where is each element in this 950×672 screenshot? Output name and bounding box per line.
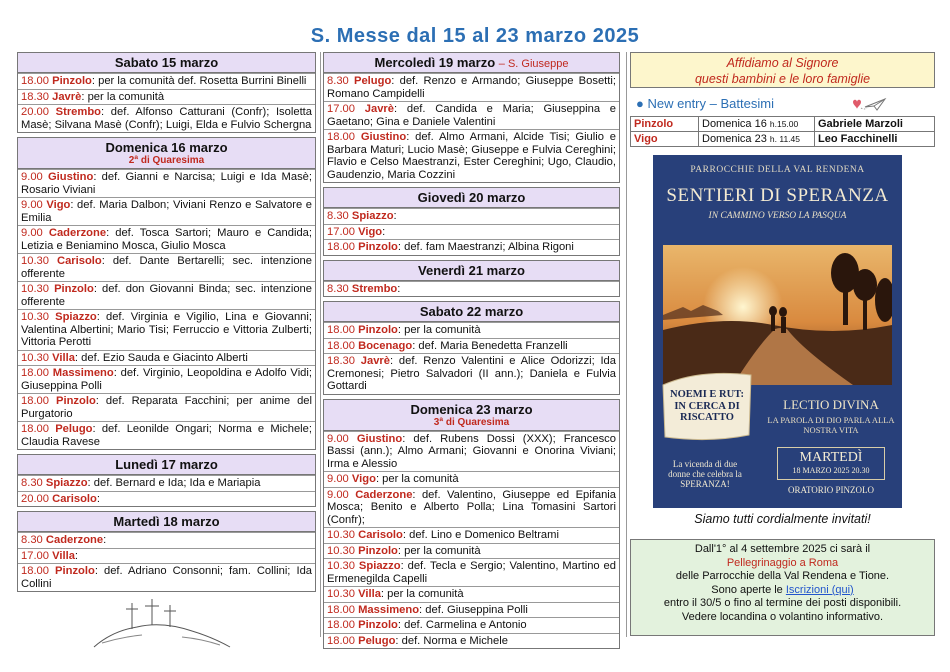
day-title: Martedì 18 marzo — [113, 514, 220, 529]
day-title: Mercoledì 19 marzo — [374, 55, 496, 70]
mass-time: 17.00 — [327, 103, 355, 115]
mass-entry — [18, 73, 315, 89]
mass-place: Giustino — [360, 131, 407, 143]
mass-intentions: : def. Renzo e Armando; Giuseppe Bosetti; Romano Campidelli — [327, 75, 616, 100]
mass-entry — [324, 239, 619, 255]
mass-intentions: : — [382, 225, 386, 238]
mass-place: Pinzolo — [358, 241, 398, 253]
mass-intentions: : def. Rubens Dossi (XXX); Francesco Bassi (ann.); Almo Armani; Giovanni e Onorina Viviani; Irma e Alessio — [327, 432, 616, 470]
mass-intentions: : per la comunità — [397, 324, 481, 336]
mass-place: Giustino — [356, 432, 403, 445]
mass-intentions: : per la comunità def. Rosetta Burrini Binelli — [91, 75, 307, 87]
pilgrimage-box — [630, 539, 935, 636]
mass-time: 8.30 — [21, 534, 43, 546]
new-entry-heading — [630, 96, 935, 114]
baptisms-table — [630, 116, 935, 147]
mass-intentions: : def. don Giovanni Binda; sec. intenzione offerente — [21, 283, 313, 308]
mass-entry — [324, 633, 619, 649]
mass-time: 8.30 — [327, 210, 349, 222]
new-entry-label: New entry — [647, 96, 707, 111]
mass-time: 10.30 — [327, 560, 355, 572]
day-header — [18, 455, 315, 475]
mass-intentions: : def. Gianni e Narcisa; Luigi e Ida Masè; Rosario Viviani — [21, 171, 313, 196]
mass-time: 18.00 — [327, 324, 355, 336]
mass-place: Caderzone — [48, 227, 107, 239]
poster-parola: LA PAROLA DI DIO PARLA ALLA NOSTRA VITA — [767, 415, 895, 435]
mass-time: 10.30 — [21, 311, 49, 323]
mass-entry — [18, 548, 315, 564]
affidiamo-line2: questi bambini e le loro famiglie — [694, 72, 871, 86]
mass-place: Javrè — [364, 103, 394, 115]
mass-place: Carisolo — [52, 492, 97, 505]
mass-time: 9.00 — [21, 199, 43, 211]
mass-time: 8.30 — [327, 282, 349, 295]
iscrizioni-link[interactable]: Iscrizioni (qui) — [785, 583, 854, 596]
mass-intentions: : — [393, 210, 397, 222]
mass-intentions: : def. Bernard e Ida; Ida e Mariapia — [87, 477, 261, 489]
mass-entry — [18, 225, 315, 253]
mass-time: 10.30 — [21, 255, 49, 267]
mass-intentions: : def. Alfonso Catturani (Confr); Isoletta Masè; Silvana Masè (Confr); Luigi, Elda e Fulvio Schergna — [21, 106, 313, 131]
mass-time: 18.00 — [21, 367, 49, 379]
mass-place: Javrè — [52, 90, 82, 103]
mass-place: Massimeno — [52, 367, 114, 379]
day-header — [324, 53, 619, 73]
day-block — [323, 301, 620, 395]
poster-parrocchie: PARROCCHIE DELLA VAL RENDENA — [690, 165, 865, 175]
page-title: S. Messe dal 15 al 23 marzo 2025 — [310, 25, 640, 47]
mass-intentions: : def. Reparata Facchini; per anime del Purgatorio — [21, 395, 312, 420]
day-title: Domenica 23 marzo — [410, 401, 533, 417]
mass-entry — [324, 338, 619, 354]
baptism-date: Domenica 16 h.15.00 — [699, 117, 815, 132]
mass-intentions: : per la comunità — [397, 544, 481, 557]
mass-intentions: : def. Norma e Michele — [395, 634, 508, 647]
mass-place: Pelugo — [358, 634, 396, 647]
mass-place: Pelugo — [354, 75, 392, 87]
day-title: Lunedì 17 marzo — [115, 457, 218, 472]
day-block — [17, 137, 316, 450]
pilgrimage-line5: entro il 30/5 o fino al termine dei posti disponibili. — [663, 597, 902, 609]
day-block — [17, 52, 316, 133]
mass-place: Pelugo — [55, 423, 93, 435]
day-header — [324, 188, 619, 208]
mass-intentions: : def. Giuseppina Polli — [419, 603, 528, 616]
column-divider — [320, 52, 321, 637]
mass-place: Pinzolo — [55, 565, 95, 577]
pilgrimage-title: Pellegrinaggio a Roma — [726, 556, 839, 569]
mass-place: Strembo — [55, 106, 102, 118]
mass-entry — [18, 491, 315, 507]
sentieri-poster[interactable] — [653, 155, 902, 508]
baptism-date: Domenica 23 h. 11.45 — [699, 132, 815, 147]
mass-intentions: : def. Ezio Sauda e Giacinto Alberti — [74, 351, 248, 364]
mass-time: 9.00 — [327, 488, 349, 501]
mass-place: Javrè — [360, 355, 391, 367]
mass-entry — [324, 224, 619, 240]
day-title: Sabato 15 marzo — [114, 55, 219, 70]
mass-intentions: : def. Tecla e Sergio; Valentino, Martino ed Ermenegilda Capelli — [327, 560, 616, 585]
mass-time: 18.00 — [327, 131, 355, 143]
pilgrimage-line1: Dall'1° al 4 settembre 2025 ci sarà il — [694, 543, 871, 555]
mass-place: Caderzone — [355, 488, 413, 501]
mass-place: Spiazzo — [45, 477, 88, 489]
mass-intentions: : def. Almo Armani, Alcide Tisi; Giulio e Barbara Maturi; Lucio Masè; Giuseppe e Fulvia Cereghini; Flavio e Celso Maestranzi, Ester Cereghini; Ugo, Claudio, Gaudenzio, Maria Cozzini — [327, 131, 616, 181]
baptism-place: Pinzolo — [631, 117, 699, 132]
mass-time: 20.00 — [21, 492, 49, 505]
mass-entry — [324, 208, 619, 224]
mass-place: Pinzolo — [54, 283, 94, 295]
mass-entry — [324, 487, 619, 528]
mass-intentions: : — [397, 282, 401, 295]
mass-time: 9.00 — [21, 171, 43, 183]
column-divider — [626, 52, 627, 637]
mass-intentions: : def. Renzo Valentini e Alice Odorizzi; Ida Cremonesi; Pietro Salvadori (II ann.); Daniela e Fulvia Gottardi — [327, 355, 617, 392]
mass-place: Pinzolo — [358, 324, 398, 336]
mass-time: 18.30 — [21, 90, 49, 103]
mass-time: 9.00 — [327, 473, 349, 485]
schedule-column-left — [17, 52, 316, 596]
mass-place: Villa — [52, 351, 75, 364]
mass-intentions: : def. Carmelina e Antonio — [397, 619, 527, 631]
day-block — [323, 52, 620, 183]
sunset-path-illustration — [663, 245, 892, 385]
mass-place: Bocenago — [358, 339, 413, 352]
mass-entry — [324, 73, 619, 101]
mass-place: Vigo — [351, 473, 376, 485]
poster-lectio: LECTIO DIVINA — [783, 397, 879, 412]
mass-time: 18.00 — [21, 395, 49, 407]
mass-place: Massimeno — [358, 603, 420, 616]
poster-date: 18 MARZO 2025 20.30 — [792, 466, 870, 475]
poster-datebox — [777, 447, 885, 480]
mass-time: 10.30 — [21, 283, 49, 295]
day-block — [323, 187, 620, 256]
mass-place: Pinzolo — [52, 75, 92, 87]
table-row — [631, 117, 935, 132]
mass-entry — [18, 393, 315, 421]
pilgrimage-line3: delle Parrocchie della Val Rendena e Tione. — [675, 570, 890, 582]
mass-time: 18.00 — [21, 423, 49, 435]
mass-intentions: : def. Tosca Sartori; Mauro e Candida; Letizia e Beniamino Mosca, Giulio Mosca — [21, 227, 313, 252]
mass-time: 18.30 — [327, 355, 355, 367]
mass-time: 10.30 — [21, 351, 49, 364]
mass-intentions: : def. Dante Bertarelli; sec. intenzione offerente — [21, 255, 312, 280]
invitation-text: Siamo tutti cordialmente invitati! — [694, 512, 871, 526]
baptisms-label: Battesimi — [720, 96, 774, 111]
mass-time: 9.00 — [327, 432, 349, 445]
poster-title: SENTIERI DI SPERANZA — [666, 185, 889, 206]
mass-place: Spiazzo — [351, 210, 394, 222]
mass-time: 18.00 — [327, 241, 355, 253]
calvary-crosses-icon — [92, 597, 232, 649]
pilgrimage-line4: Sono aperte le Iscrizioni (qui) — [711, 583, 854, 596]
schedule-column-middle — [323, 52, 620, 653]
day-header — [18, 512, 315, 532]
mass-place: Spiazzo — [358, 560, 401, 572]
mass-entry — [324, 431, 619, 472]
mass-intentions: : def. Maria Benedetta Franzelli — [412, 339, 568, 352]
day-header — [18, 53, 315, 73]
mass-entry — [18, 104, 315, 132]
mass-time: 17.00 — [21, 549, 49, 562]
mass-entry — [324, 471, 619, 487]
heart-airplane-icon — [847, 96, 887, 114]
baptism-name: Gabriele Marzoli — [815, 117, 935, 132]
poster-day: MARTEDÌ — [799, 450, 863, 465]
mass-entry — [324, 129, 619, 182]
mass-time: 20.00 — [21, 106, 49, 118]
day-block — [17, 454, 316, 507]
affidiamo-line1: Affidiamo al Signore — [726, 56, 839, 70]
table-row — [631, 132, 935, 147]
mass-entry — [324, 586, 619, 602]
mass-entry — [324, 281, 619, 297]
mass-intentions: : per la comunità — [375, 473, 459, 485]
mass-time: 10.30 — [327, 588, 355, 600]
mass-place: Pinzolo — [358, 544, 398, 557]
mass-intentions: : def. Adriano Consonni; fam. Collini; Ida Collini — [21, 565, 313, 590]
mass-place: Spiazzo — [55, 311, 97, 323]
day-header — [324, 400, 619, 431]
mass-intentions: : def. Valentino, Giuseppe ed Epifania Mosca; Benito e Alberto Polla; Lina Tomasini Sartori (Confr); — [327, 488, 616, 526]
mass-time: 8.30 — [21, 477, 43, 489]
affidiamo-banner — [630, 52, 935, 88]
mass-entry — [324, 543, 619, 559]
mass-entry — [324, 322, 619, 338]
mass-entry — [324, 617, 619, 633]
liturgical-sunday: 2ª di Quaresima — [128, 155, 205, 166]
mass-place: Strembo — [351, 282, 398, 295]
mass-time: 10.30 — [327, 544, 355, 557]
mass-entry — [324, 527, 619, 543]
mass-entry — [324, 602, 619, 618]
day-title: Giovedì 20 marzo — [417, 190, 526, 205]
day-header — [324, 261, 619, 281]
baptism-name: Leo Facchinelli — [815, 132, 935, 147]
mass-entry — [18, 365, 315, 393]
mass-intentions: : per la comunità — [81, 90, 165, 103]
mass-intentions: : — [103, 534, 107, 546]
mass-intentions: : def. Candida e Maria; Giuseppina e Gaetano; Gina e Daniele Valentini — [327, 103, 617, 128]
mass-entry — [324, 353, 619, 394]
mass-entry — [18, 350, 315, 366]
mass-intentions: : def. Maria Dalbon; Viviani Renzo e Salvatore e Emilia — [21, 199, 312, 224]
pilgrimage-line6: Vedere locandina o volantino informativo. — [681, 610, 884, 623]
mass-place: Villa — [358, 588, 381, 600]
mass-entry — [18, 253, 315, 281]
mass-entry — [18, 532, 315, 548]
mass-intentions: : per la comunità — [380, 588, 464, 600]
mass-intentions: : — [74, 549, 79, 562]
mass-intentions: : — [96, 492, 100, 505]
bullet-icon: ● — [636, 96, 644, 111]
baptism-place: Vigo — [631, 132, 699, 147]
mass-time: 18.00 — [21, 565, 49, 577]
mass-place: Giustino — [47, 171, 94, 183]
mass-place: Villa — [52, 549, 75, 562]
mass-entry — [18, 309, 315, 350]
mass-time: 18.00 — [327, 603, 355, 616]
day-title: Sabato 22 marzo — [419, 304, 524, 319]
liturgical-sunday: 3ª di Quaresima — [433, 416, 510, 428]
poster-vicenda: La vicenda di due donne che celebra la SPERANZA! — [668, 459, 742, 489]
mass-time: 8.30 — [327, 75, 349, 87]
mass-entry — [18, 475, 315, 491]
day-title: Domenica 16 marzo — [105, 140, 228, 155]
mass-place: Carisolo — [358, 529, 403, 541]
poster-place: ORATORIO PINZOLO — [787, 485, 875, 495]
day-block — [17, 511, 316, 592]
day-header — [18, 138, 315, 169]
mass-intentions: : def. Virginio, Leopoldina e Adolfo Vidi; Giuseppina Polli — [21, 367, 312, 392]
mass-entry — [324, 558, 619, 586]
day-title: Venerdì 21 marzo — [418, 262, 525, 278]
mass-intentions: : def. fam Maestranzi; Albina Rigoni — [397, 241, 574, 253]
mass-intentions: : def. Virginia e Vigilio, Lina e Giovanni; Valentina Albertini; Mario Tisi; Ferruccio e Vittoria Zulberti; Vittoria Perotti — [21, 311, 312, 348]
dash: – — [709, 96, 717, 111]
mass-time: 18.00 — [327, 634, 355, 647]
mass-place: Vigo — [358, 225, 383, 238]
day-header — [324, 302, 619, 322]
mass-entry — [18, 169, 315, 197]
poster-badge: NOEMI E RUT: IN CERCA DI RISCATTO — [670, 389, 744, 423]
mass-time: 10.30 — [327, 529, 355, 541]
day-block — [323, 260, 620, 298]
mass-place: Pinzolo — [56, 395, 96, 407]
mass-entry — [18, 197, 315, 225]
mass-entry — [18, 563, 315, 591]
mass-place: Pinzolo — [358, 619, 398, 631]
mass-place: Vigo — [46, 199, 71, 211]
mass-time: 18.00 — [327, 619, 355, 631]
day-saint: – S. Giuseppe — [498, 58, 569, 70]
mass-intentions: : def. Leonilde Ongari; Norma e Michele; Claudia Ravese — [21, 423, 313, 448]
mass-place: Carisolo — [56, 255, 102, 267]
mass-entry — [18, 281, 315, 309]
mass-intentions: : def. Lino e Domenico Beltrami — [402, 529, 559, 541]
mass-time: 18.00 — [327, 339, 355, 352]
mass-entry — [18, 421, 315, 449]
day-block — [323, 399, 620, 650]
mass-entry — [18, 89, 315, 105]
info-column-right — [630, 52, 935, 623]
mass-entry — [324, 101, 619, 129]
poster-subtitle: IN CAMMINO VERSO LA PASQUA — [708, 211, 847, 221]
mass-time: 9.00 — [21, 227, 43, 239]
mass-time: 17.00 — [327, 225, 355, 238]
mass-place: Caderzone — [45, 534, 104, 546]
mass-time: 18.00 — [21, 75, 49, 87]
